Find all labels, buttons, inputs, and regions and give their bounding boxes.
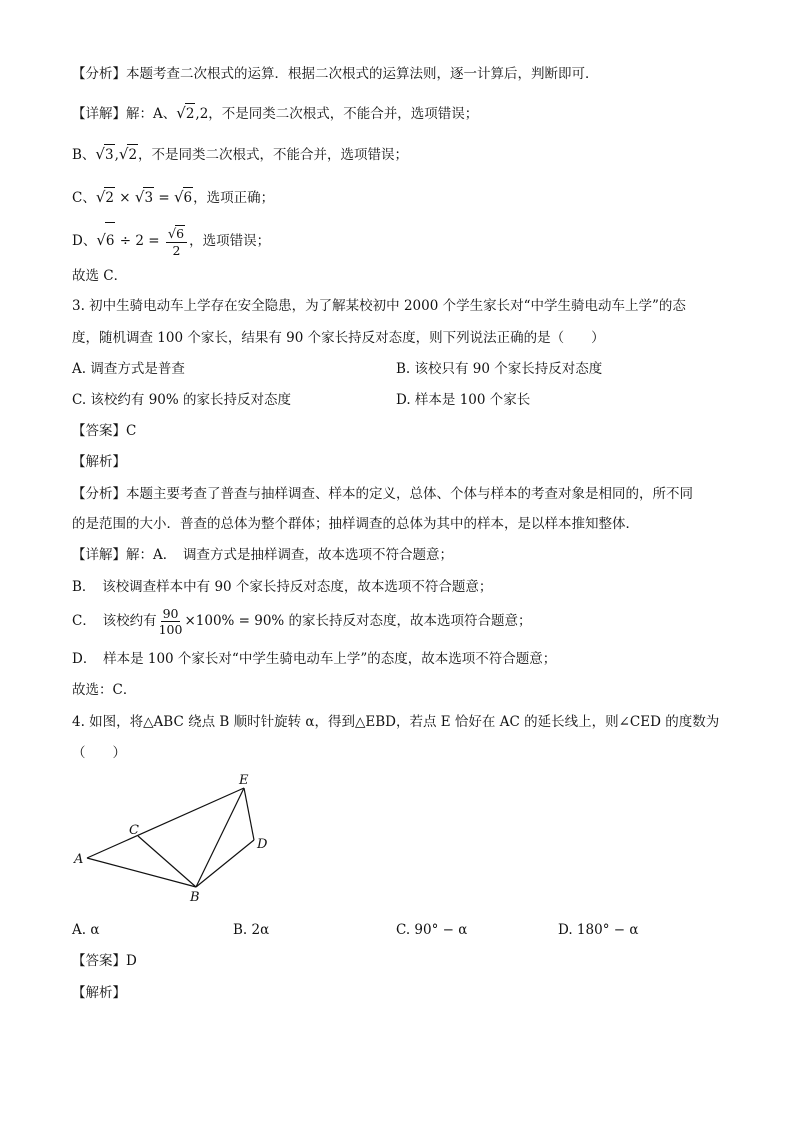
q2-conclusion: 故选 C． <box>72 268 128 284</box>
q3-detail-a: 【详解】解：A． 调查方式是抽样调查，故本选项不符合题意； <box>72 547 453 563</box>
q2-c-prefix: C、 <box>72 190 96 206</box>
line-eb <box>196 788 244 887</box>
q3-analysis-line1: 【分析】本题主要考查了普查与抽样调查、样本的定义，总体、个体与样本的考查对象是相同的，所不同 <box>72 486 693 502</box>
label-e: E <box>239 773 249 788</box>
q2-detail-b: B、√3,√2，不是同类二次根式，不能合并，选项错误； <box>72 145 409 163</box>
q4-answer: 【答案】D <box>72 953 137 969</box>
q3-answer: 【答案】C <box>72 423 137 439</box>
q3-frac-num: 90 <box>162 606 179 621</box>
q2-c-rad2: 3 <box>143 187 154 208</box>
q2-c-rad3: 6 <box>183 187 194 208</box>
q3-detail-c-prefix: C． 该校约有 <box>72 613 157 629</box>
q2-a-text: ，不是同类二次根式，不能合并，选项错误； <box>208 106 479 122</box>
q2-c-rad1: 2 <box>104 187 115 208</box>
q2-d-op: ÷ 2 = <box>115 233 164 249</box>
q2-c-op: × <box>115 190 135 206</box>
q3-stem-line2: 度，随机调查 100 个家长，结果有 90 个家长持反对态度，则下列说法正确的是（ ） <box>72 330 605 346</box>
label-d: D <box>257 837 268 852</box>
q4-jiexi: 【解析】 <box>72 985 126 1001</box>
q2-detail-c: C、√2 × √3 = √6，选项正确； <box>72 188 275 206</box>
q3-jiexi: 【解析】 <box>72 454 126 470</box>
q4-option-b: B. 2α <box>233 922 270 938</box>
label-c: C <box>129 823 139 838</box>
q2-d-frac-den: 2 <box>172 243 181 258</box>
q2-d-prefix: D、 <box>72 233 97 249</box>
q2-d-frac-num: 6 <box>176 226 185 241</box>
q4-stem-line1: 4. 如图，将△ABC 绕点 B 顺时针旋转 α，得到△EBD，若点 E 恰好在 AC 的延长线上，则∠CED 的度数为 <box>72 714 720 730</box>
q3-detail-c <box>72 603 532 639</box>
q3-analysis-line2: 的是范围的大小．普查的总体为整个群体；抽样调查的总体为其中的样本，是以样本推知整体． <box>72 516 639 532</box>
q3-option-a: A. 调查方式是普查 <box>72 361 185 377</box>
q2-d-text: ，选项错误； <box>189 233 271 249</box>
q3-detail-d: D． 样本是 100 个家长对“中学生骑电动车上学”的态度，故本选项不符合题意； <box>72 651 557 667</box>
q4-option-c: C. 90° − α <box>396 922 468 938</box>
q4-stem-line2: （ ） <box>72 745 126 761</box>
q3-conclusion: 故选：C． <box>72 682 137 698</box>
line-ae <box>87 788 244 858</box>
q4-option-a: A. α <box>72 922 100 938</box>
q3-stem-line1: 3. 初中生骑电动车上学存在安全隐患，为了解某校初中 2000 个学生家长对“中学生骑电动车上学”的态 <box>72 298 686 314</box>
q3-detail-c-tail: ×100% = 90% 的家长持反对态度，故本选项符合题意； <box>184 613 532 629</box>
q3-frac-den: 100 <box>158 622 183 637</box>
label-b: B <box>190 890 200 905</box>
q2-c-eq: = <box>154 190 174 206</box>
triangle-rotation-figure <box>72 770 292 910</box>
q2-detail-a: 【详解】解：A、√2,2，不是同类二次根式，不能合并，选项错误； <box>72 104 479 122</box>
q3-option-b: B. 该校只有 90 个家长持反对态度 <box>396 361 603 377</box>
q3-option-c: C. 该校约有 90% 的家长持反对态度 <box>72 392 292 408</box>
q3-fraction <box>159 606 183 637</box>
q2-detail-prefix: 【详解】解：A、 <box>72 106 177 122</box>
q2-d-fraction: $\frac{√6}{2}$ <box>166 225 187 258</box>
q2-b-rad2: 2 <box>127 144 138 165</box>
q2-analysis: 【分析】本题考查二次根式的运算．根据二次根式的运算法则，逐一计算后，判断即可． <box>72 66 599 82</box>
q3-option-d: D. 样本是 100 个家长 <box>396 392 531 408</box>
line-ed <box>244 788 254 840</box>
label-a: A <box>74 852 84 867</box>
q4-option-d: D. 180° − α <box>558 922 639 938</box>
q2-d-rad: 6 <box>105 222 116 259</box>
q2-detail-d: D、√6 ÷ 2 = $\frac{√6}{2}$ ，选项错误； <box>72 222 270 259</box>
q2-c-text: ，选项正确； <box>193 190 275 206</box>
q3-detail-b: B． 该校调查样本中有 90 个家长持反对态度，故本选项不符合题意； <box>72 579 493 595</box>
q2-a-radicand: 2 <box>185 103 196 124</box>
q2-b-rad1: 3 <box>104 144 115 165</box>
q2-b-text: ，不是同类二次根式，不能合并，选项错误； <box>138 147 409 163</box>
q2-b-prefix: B、 <box>72 147 96 163</box>
q2-a-tail: ,2 <box>195 106 209 122</box>
line-db <box>196 840 254 887</box>
